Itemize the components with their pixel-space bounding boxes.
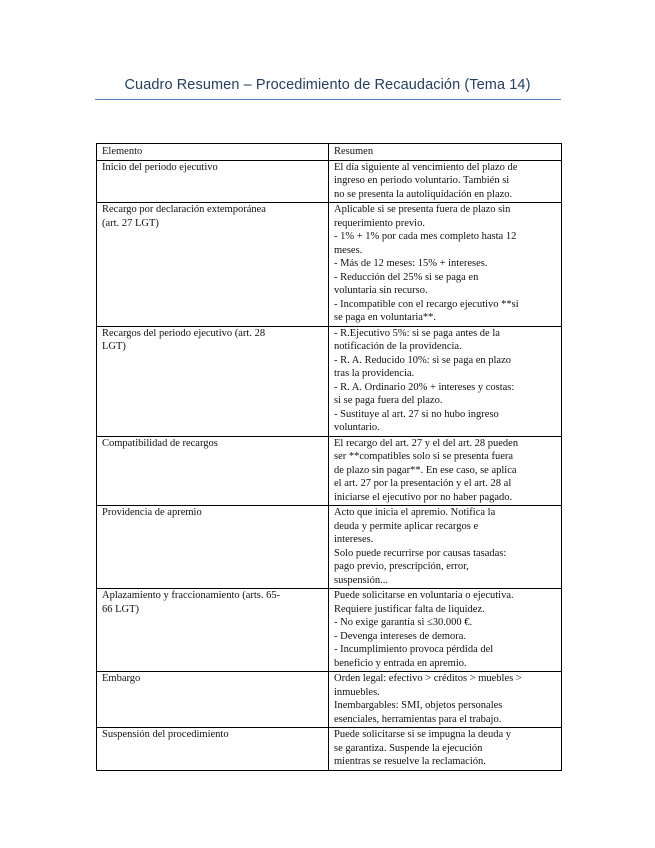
table-row: [97, 160, 562, 203]
summary-line: Solo puede recurrirse por causas tasadas:: [334, 547, 507, 559]
element-line: Recargos del periodo ejecutivo (art. 28: [102, 327, 266, 339]
element-line: Providencia de apremio: [102, 507, 202, 518]
summary-cell: [329, 326, 562, 436]
summary-line: - 1% + 1% por cada mes completo hasta 12: [334, 231, 517, 242]
title-underline: [95, 99, 561, 100]
table-row: [97, 326, 562, 436]
summary-cell: [329, 160, 562, 203]
element-line: (art. 27 LGT): [102, 217, 159, 229]
summary-line: Orden legal: efectivo > créditos > muebles >: [334, 673, 522, 684]
table-row: [97, 203, 562, 327]
element-line: Embargo: [102, 673, 141, 684]
element-cell: [97, 589, 329, 672]
summary-cell: [329, 436, 562, 506]
element-line: 66 LGT): [102, 603, 140, 615]
column-header-element: Elemento: [97, 144, 329, 161]
element-line: Aplazamiento y fraccionamiento (arts. 65-: [102, 590, 281, 601]
summary-cell: [329, 728, 562, 771]
summary-cell: [329, 589, 562, 672]
summary-line: esenciales, herramientas para el trabajo.: [334, 713, 502, 725]
summary-line: - Incumplimiento provoca pérdida del: [334, 644, 494, 655]
summary-line: voluntaria sin recurso.: [334, 285, 428, 296]
summary-line: Aplicable si se presenta fuera de plazo sin: [334, 204, 511, 215]
table-row: [97, 436, 562, 506]
summary-line: Inembargables: SMI, objetos personales: [334, 700, 503, 711]
element-cell: [97, 506, 329, 589]
element-line: Recargo por declaración extemporánea: [102, 204, 266, 215]
summary-line: El día siguiente al vencimiento del plazo de: [334, 161, 518, 173]
table-header-row: [97, 144, 562, 161]
summary-line: - No exige garantía si ≤30.000 €.: [334, 617, 473, 628]
summary-line: se paga en voluntaria**.: [334, 312, 437, 323]
summary-line: Puede solicitarse si se impugna la deuda y: [334, 729, 511, 740]
summary-line: inmuebles.: [334, 686, 380, 698]
summary-line: - Sustituye al art. 27 si no hubo ingreso: [334, 408, 499, 420]
table-row: [97, 506, 562, 589]
element-line: Inicio del periodo ejecutivo: [102, 161, 218, 173]
summary-cell: [329, 672, 562, 728]
summary-line: ingreso en periodo voluntario. También si: [334, 175, 510, 186]
element-cell: [97, 326, 329, 436]
summary-line: - Incompatible con el recargo ejecutivo **si: [334, 298, 519, 310]
table-row: [97, 728, 562, 771]
summary-line: si se paga fuera del plazo.: [334, 395, 443, 406]
summary-line: intereses.: [334, 534, 374, 545]
summary-line: deuda y permite aplicar recargos e: [334, 520, 479, 532]
summary-line: de plazo sin pagar**. En ese caso, se aplica: [334, 464, 517, 476]
element-cell: [97, 728, 329, 771]
element-cell: [97, 160, 329, 203]
summary-line: no se presenta la autoliquidación en plazo.: [334, 188, 513, 200]
summary-line: El recargo del art. 27 y el del art. 28 pueden: [334, 437, 519, 449]
element-cell: [97, 203, 329, 327]
element-line: Compatibilidad de recargos: [102, 437, 218, 449]
summary-line: Requiere justificar falta de liquidez.: [334, 603, 485, 615]
summary-cell: [329, 203, 562, 327]
summary-line: el art. 27 por la presentación y el art. 28 al: [334, 478, 512, 489]
summary-line: - R. A. Ordinario 20% + intereses y costas:: [334, 381, 515, 393]
summary-line: notificación de la providencia.: [334, 341, 462, 352]
element-cell: [97, 672, 329, 728]
summary-line: - Más de 12 meses: 15% + intereses.: [334, 258, 488, 269]
summary-line: - Devenga intereses de demora.: [334, 630, 467, 642]
table-body: [97, 160, 562, 770]
column-header-summary: Resumen: [329, 144, 562, 161]
summary-line: suspensión...: [334, 574, 388, 586]
summary-line: iniciarse el ejecutivo por no haber pagado.: [334, 491, 513, 503]
summary-line: Puede solicitarse en voluntaria o ejecutiva.: [334, 590, 514, 601]
summary-line: se garantiza. Suspende la ejecución: [334, 742, 483, 754]
summary-line: mientras se resuelve la reclamación.: [334, 756, 486, 767]
element-cell: [97, 436, 329, 506]
summary-line: - R. A. Reducido 10%: si se paga en plazo: [334, 354, 512, 366]
summary-line: - R.Ejecutivo 5%: si se paga antes de la: [334, 327, 500, 339]
element-line: Suspensión del procedimiento: [102, 729, 229, 740]
element-line: LGT): [102, 341, 126, 352]
summary-line: Acto que inicia el apremio. Notifica la: [334, 507, 496, 518]
summary-line: requerimiento previo.: [334, 217, 425, 229]
summary-line: tras la providencia.: [334, 368, 415, 379]
summary-line: beneficio y entrada en apremio.: [334, 657, 467, 669]
document-title: Cuadro Resumen – Procedimiento de Recaudación (Tema 14): [124, 77, 531, 93]
summary-line: pago previo, prescripción, error,: [334, 561, 469, 572]
summary-line: voluntario.: [334, 422, 380, 433]
summary-line: ser **compatibles solo si se presenta fuera: [334, 451, 514, 462]
table-row: [97, 589, 562, 672]
summary-table: [96, 143, 562, 771]
table-row: [97, 672, 562, 728]
summary-line: - Reducción del 25% si se paga en: [334, 271, 479, 283]
summary-line: meses.: [334, 244, 363, 256]
summary-cell: [329, 506, 562, 589]
